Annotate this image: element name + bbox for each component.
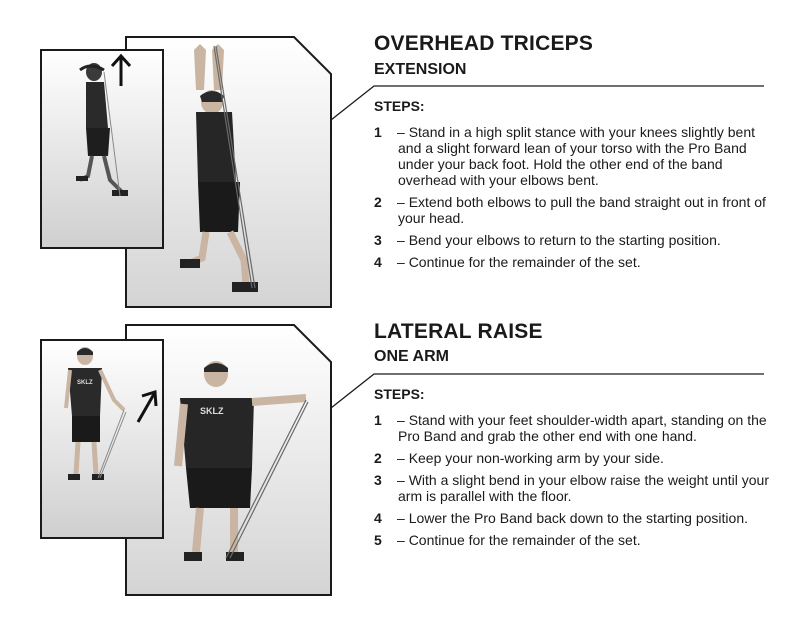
step-text: – Stand with your feet shoulder-width apart, standing on the Pro Band and grab the other end with one hand.	[398, 412, 769, 444]
step-item	[374, 194, 769, 226]
step-item	[374, 510, 769, 526]
exercise-title: OVERHEAD TRICEPS	[374, 32, 594, 55]
step-text: – Lower the Pro Band back down to the starting position.	[398, 510, 769, 526]
exercise-overhead-triceps	[0, 0, 800, 320]
step-item	[374, 254, 769, 270]
steps-list	[374, 412, 769, 554]
step-number: 1	[374, 412, 382, 428]
step-text: – With a slight bend in your elbow raise the weight until your arm is parallel with the floor.	[398, 472, 769, 504]
step-number: 5	[374, 532, 382, 548]
step-item	[374, 124, 769, 188]
step-number: 3	[374, 472, 382, 488]
step-number: 1	[374, 124, 382, 140]
step-item	[374, 532, 769, 548]
exercise-subtitle: EXTENSION	[374, 61, 467, 78]
step-number: 4	[374, 254, 382, 270]
step-text: – Continue for the remainder of the set.	[398, 254, 769, 270]
exercise-subtitle: ONE ARM	[374, 348, 449, 365]
steps-label: STEPS:	[374, 98, 425, 114]
step-number: 2	[374, 194, 382, 210]
exercise-lateral-raise	[0, 318, 800, 642]
step-number: 3	[374, 232, 382, 248]
step-text: – Continue for the remainder of the set.	[398, 532, 769, 548]
step-number: 2	[374, 450, 382, 466]
steps-label: STEPS:	[374, 386, 425, 402]
step-item	[374, 450, 769, 466]
step-text: – Keep your non-working arm by your side.	[398, 450, 769, 466]
step-text: – Extend both elbows to pull the band straight out in front of your head.	[398, 194, 769, 226]
step-item	[374, 472, 769, 504]
step-item	[374, 412, 769, 444]
steps-list	[374, 124, 769, 276]
exercise-title: LATERAL RAISE	[374, 320, 543, 343]
step-text: – Stand in a high split stance with your knees slightly bent and a slight forward lean of your torso with the Pro Band under your back foot. Hold the other end of the band overhead with your elbows bent.	[398, 124, 769, 188]
shirt-logo: SKLZ	[77, 380, 93, 386]
step-item	[374, 232, 769, 248]
step-text: – Bend your elbows to return to the starting position.	[398, 232, 769, 248]
shirt-logo: SKLZ	[200, 406, 224, 416]
step-number: 4	[374, 510, 382, 526]
